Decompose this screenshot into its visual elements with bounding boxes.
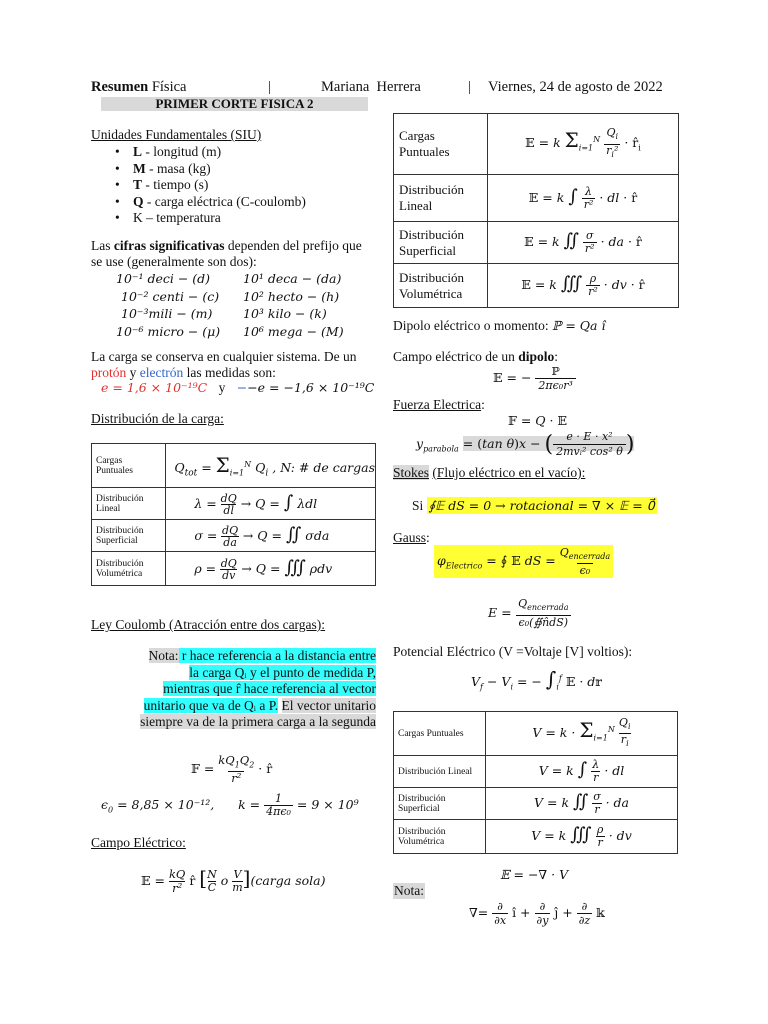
campo-heading: Campo Eléctrico: xyxy=(91,835,186,850)
units-section xyxy=(91,127,381,227)
proton-label: protón xyxy=(91,365,127,380)
table-row xyxy=(394,222,679,264)
gauss-eq2: $E = Q_{encerrada}$ ϵ₀(∯n̂dS) xyxy=(488,597,571,630)
table-cell-label: Cargas Puntuales xyxy=(92,444,166,488)
table-row xyxy=(92,444,376,488)
campo-eq: 𝔼 = kQ r² r̂ [N C o V m](carga sola) xyxy=(141,866,326,895)
prefix-item: 10⁻⁶ micro − (μ) xyxy=(116,323,221,339)
table-cell-eq: 𝔼 = k ∭ ρ r² · dv · r̂ xyxy=(488,264,679,308)
units-heading: Unidades Fundamentales (SIU) xyxy=(91,127,262,142)
table-row xyxy=(394,114,679,175)
table-cell-eq: λ = dQ dl → Q = ∫ λdl xyxy=(166,488,376,520)
stokes-heading-line xyxy=(393,465,585,481)
distribucion-heading: Distribución de la carga: xyxy=(91,411,224,426)
table-cell-eq: 𝔼 = k ∫ λ r² · dl · r̂ xyxy=(488,175,679,222)
stokes-eq-line: Si ∮𝔼 dS = 0 → rotacional = ∇ × 𝔼 = 0⃗ xyxy=(412,498,655,513)
prefix-item: 10² hecto − (h) xyxy=(243,288,340,304)
prefix-list-right xyxy=(243,270,373,340)
stokes-heading: Stokes xyxy=(393,465,430,480)
table-cell-eq: 𝔼 = k $\Sigma_{i=1}^N$ $Q_i$ $r_i^2$ · $r̂_i$ xyxy=(488,114,679,175)
prefix-item: 10⁻² centi − (c) xyxy=(121,288,220,304)
prefix-item: 10³ kilo − (k) xyxy=(243,306,327,321)
table-row xyxy=(92,520,376,552)
coulomb-note xyxy=(140,648,376,731)
banner-text: PRIMER CORTE FISICA 2 xyxy=(155,96,314,111)
electron-label: electrón xyxy=(139,365,184,380)
distribution-table xyxy=(91,443,376,586)
table-cell-label: Cargas Puntuales xyxy=(394,114,488,175)
list-item: • K – temperatura xyxy=(115,210,381,227)
fuerza-heading-line: Fuerza Electrica: xyxy=(393,397,485,412)
table-cell-eq: 𝔼 = k ∬ σ r² · da · r̂ xyxy=(488,222,679,264)
table-cell-label: Distribución Superficial xyxy=(394,222,488,264)
note-text: r hace referencia a la distancia entre la carga Qᵢ y el punto de medida P, mientras que r̂ hace referencia al vector unitario que va de Qᵢ a P. xyxy=(143,648,376,713)
table-cell-eq: $V = k \cdot \Sigma_{i=1}^N$ $Q_i$ $r_i$ xyxy=(486,712,678,756)
table-cell-label: Distribución Volumétrica xyxy=(394,820,486,854)
header xyxy=(91,79,691,97)
header-title-bold: Resumen xyxy=(91,79,149,95)
table-cell-label: Distribución Volumétrica xyxy=(394,264,488,308)
gauss-heading-line: Gauss: xyxy=(393,530,430,545)
header-separator: | xyxy=(268,79,271,95)
prefix-item: 10⁶ mega − (M) xyxy=(243,323,344,339)
stokes-eq: ∮𝔼 dS = 0 → rotacional = ∇ × 𝔼 = 0⃗ xyxy=(428,498,655,513)
note-label: Nota: xyxy=(148,648,179,663)
dipolo-campo-line: Campo eléctrico de un dipolo: xyxy=(393,349,559,364)
table-cell-eq: V = k ∬ σ r · da xyxy=(486,788,678,820)
prefix-item: 10¹ deca − (da) xyxy=(243,271,342,286)
potential-table xyxy=(393,711,678,854)
list-item: • Q - carga eléctrica (C-coulomb) xyxy=(115,194,381,211)
dipolo-campo-eq: 𝔼 = − ℙ 2πϵ₀r³ xyxy=(493,365,576,392)
table-row xyxy=(92,552,376,586)
gauss-heading: Gauss xyxy=(393,530,426,545)
potencial-heading: Potencial Eléctrico (V =Voltaje [V] voltios): xyxy=(393,644,633,659)
nabla-eq: ∇= ∂ ∂x î + ∂ ∂y ĵ + ∂ ∂z 𝕜 xyxy=(469,900,605,927)
list-item: • L - longitud (m) xyxy=(115,144,381,161)
fuerza-eq1: 𝔽 = Q · 𝔼 xyxy=(508,413,567,428)
table-cell-label: Cargas Puntuales xyxy=(394,712,486,756)
table-row xyxy=(394,820,678,854)
table-cell-label: Distribución Lineal xyxy=(394,175,488,222)
gauss-eq1: $\varphi_{Electrico}$ = ∮ 𝔼 dS = $Q_{encerrada}$ ϵ₀ xyxy=(434,545,613,578)
table-row xyxy=(394,175,679,222)
table-row xyxy=(394,712,678,756)
prefix-item: 10⁻³mili − (m) xyxy=(121,306,213,321)
gradient-eq: 𝔼 = −∇ · V xyxy=(500,867,569,882)
table-row xyxy=(394,756,678,788)
table-cell-eq: V = k ∫ λ r · dl xyxy=(486,756,678,788)
carga-paragraph: La carga se conserva en cualquier sistema. De un protón y electrón las medidas son: xyxy=(91,349,357,380)
fuerza-heading: Fuerza Electrica xyxy=(393,397,482,412)
table-cell-eq: σ = dQ da → Q = ∬ σda xyxy=(166,520,376,552)
table-cell-label: Distribución Superficial xyxy=(92,520,166,552)
dipolo-line: Dipolo eléctrico o momento: ℙ = Qa î xyxy=(393,318,606,333)
cifras-paragraph: Las cifras significativas dependen del prefijo que se use (generalmente son dos): xyxy=(91,238,362,269)
prefix-list-left xyxy=(116,270,236,340)
header-date: Viernes, 24 de agosto de 2022 xyxy=(488,79,663,95)
dipolo-eq: ℙ = Qa î xyxy=(551,318,606,333)
table-cell-label: Distribución Volumétrica xyxy=(92,552,166,586)
table-row xyxy=(394,264,679,308)
fuerza-parabola-eq: $y_{parabola} = (\tan$ θ)x − ( e · E · x² 2mvᵢ² cos² θ ) xyxy=(416,430,635,458)
potencial-eq: $V_f - V_i$ = − $\int_i^f$ 𝔼 · d𝕣 xyxy=(471,667,602,692)
stokes-sub: (Flujo eléctrico en el vacío): xyxy=(432,465,586,480)
header-author: Mariana Herrera xyxy=(321,79,421,95)
field-table xyxy=(393,113,679,308)
prefix-item: 10⁻¹ deci − (d) xyxy=(116,271,211,286)
table-cell-label: Distribución Lineal xyxy=(394,756,486,788)
header-separator: | xyxy=(468,79,471,95)
table-cell-eq: V = k ∭ ρ r · dv xyxy=(486,820,678,854)
coulomb-heading: Ley Coulomb (Atracción entre dos cargas): xyxy=(91,617,326,632)
electron-charge-eq: e = 1,6 × 10⁻¹⁹C xyxy=(101,380,208,395)
coulomb-force-eq: 𝔽 = $kQ_1Q_2$ r² · r̂ xyxy=(191,753,273,786)
list-item: • T - tiempo (s) xyxy=(115,177,381,194)
table-cell-label: Distribución Superficial xyxy=(394,788,486,820)
table-row xyxy=(92,488,376,520)
coulomb-constants-eq: $\epsilon_0 = 8,85 \times 10^{-12}$, k = 1 4πϵ₀ = 9 × 10⁹ xyxy=(101,792,359,818)
table-row xyxy=(394,788,678,820)
table-cell-eq: ρ = dQ dv → Q = ∭ ρdv xyxy=(166,552,376,586)
charge-equations: e = 1,6 × 10⁻¹⁹C y −−e = −1,6 × 10⁻¹⁹C xyxy=(101,380,375,395)
nota-label: Nota: xyxy=(394,883,424,898)
table-cell-label: Distribución Lineal xyxy=(92,488,166,520)
table-cell-eq: $Q_{tot} = \Sigma_{i=1}^N$ $Q_i$ , N: # de cargas xyxy=(166,444,376,488)
header-title: Física xyxy=(151,79,187,95)
note-gray-text: El vector unitario siempre va de la primera carga a la segunda xyxy=(140,697,376,729)
units-list xyxy=(115,144,381,227)
list-item: • M - masa (kg) xyxy=(115,161,381,178)
page-banner xyxy=(101,97,368,111)
neg-electron-charge-eq: −−e = −1,6 × 10⁻¹⁹C xyxy=(236,380,375,395)
